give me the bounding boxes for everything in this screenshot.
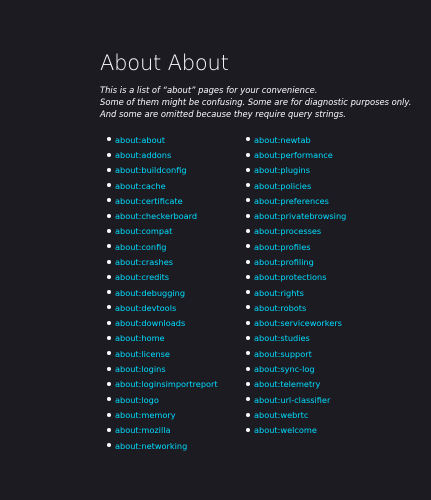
about-page-link[interactable]: about:devtools [115, 302, 177, 313]
list-item [239, 134, 389, 149]
list-item [239, 287, 389, 302]
about-page-link[interactable]: about:serviceworkers [254, 318, 342, 329]
intro-line: Some of them might be confusing. Some are for diagnostic purposes only. [100, 97, 412, 108]
about-page-link[interactable]: about:credits [115, 272, 170, 283]
list-item [239, 348, 389, 363]
list-item [239, 149, 389, 164]
list-item [100, 348, 239, 363]
about-page-link[interactable]: about:compat [115, 226, 173, 237]
about-page-link[interactable]: about:logins [115, 364, 166, 375]
list-item [100, 164, 239, 179]
list-item [239, 409, 389, 424]
list-item [100, 134, 239, 149]
about-page-link[interactable]: about:cache [115, 180, 166, 191]
list-item [239, 164, 389, 179]
about-page-link[interactable]: about:performance [254, 149, 333, 160]
list-item [239, 241, 389, 256]
list-item [239, 210, 389, 225]
about-page-link[interactable]: about:crashes [115, 256, 174, 267]
list-item [100, 149, 239, 164]
list-item [239, 378, 389, 393]
about-page-link[interactable]: about:home [115, 333, 165, 344]
about-page-link[interactable]: about:memory [115, 409, 176, 420]
list-item [100, 332, 239, 347]
list-item [100, 378, 239, 393]
about-page-link[interactable]: about:processes [254, 226, 322, 237]
about-page-link[interactable]: about:support [254, 348, 312, 359]
list-item [239, 302, 389, 317]
about-page-link[interactable]: about:welcome [254, 425, 317, 436]
about-links-column-1 [100, 134, 239, 455]
about-page-link[interactable]: about:networking [115, 440, 188, 451]
about-page-link[interactable]: about:protections [254, 272, 327, 283]
about-page-link[interactable]: about:newtab [254, 134, 311, 145]
list-item [100, 210, 239, 225]
about-links-column-2 [239, 134, 389, 455]
list-item [100, 394, 239, 409]
intro-line: This is a list of “about” pages for your convenience. [100, 85, 318, 95]
about-page-link[interactable]: about:config [115, 241, 167, 252]
list-item [239, 195, 389, 210]
list-item [100, 409, 239, 424]
intro-line: And some are omitted because they require query strings. [100, 109, 346, 120]
list-item [239, 363, 389, 378]
about-page-link[interactable]: about:logo [115, 394, 159, 405]
about-page-link[interactable]: about:studies [254, 333, 310, 344]
list-item [239, 225, 389, 240]
list-item [100, 195, 239, 210]
list-item [239, 317, 389, 332]
about-page-link[interactable]: about:profiling [254, 256, 314, 267]
about-page-link[interactable]: about:url-classifier [254, 394, 331, 405]
about-page-link[interactable]: about:about [115, 134, 166, 145]
list-item [100, 440, 239, 455]
list-item [100, 363, 239, 378]
list-item [100, 302, 239, 317]
about-page-link[interactable]: about:plugins [254, 165, 310, 176]
list-item [100, 256, 239, 271]
list-item [239, 256, 389, 271]
about-page-link[interactable]: about:telemetry [254, 379, 321, 390]
list-item [239, 424, 389, 439]
about-page-link[interactable]: about:buildconfig [115, 165, 187, 176]
about-page-link[interactable]: about:license [115, 348, 170, 359]
about-links-list [100, 134, 410, 455]
about-page-link[interactable]: about:policies [254, 180, 312, 191]
about-page-link[interactable]: about:loginsimportreport [115, 379, 218, 390]
list-item [100, 225, 239, 240]
about-page-link[interactable]: about:checkerboard [115, 211, 198, 222]
about-page-link[interactable]: about:downloads [115, 318, 186, 329]
about-page-link[interactable]: about:webrtc [254, 409, 309, 420]
list-item [239, 271, 389, 286]
list-item [100, 424, 239, 439]
about-page-link[interactable]: about:robots [254, 302, 307, 313]
about-page-link[interactable]: about:rights [254, 287, 304, 298]
list-item [100, 241, 239, 256]
list-item [239, 332, 389, 347]
list-item [239, 394, 389, 409]
about-page-link[interactable]: about:addons [115, 149, 172, 160]
list-item [100, 271, 239, 286]
list-item [100, 180, 239, 195]
intro-text [100, 84, 410, 121]
about-page-link[interactable]: about:certificate [115, 195, 183, 206]
about-page-link[interactable]: about:sync-log [254, 364, 315, 375]
about-page-link[interactable]: about:privatebrowsing [254, 211, 347, 222]
about-page-link[interactable]: about:profiles [254, 241, 311, 252]
list-item [239, 180, 389, 195]
page-title: About About [100, 51, 229, 75]
about-page-link[interactable]: about:preferences [254, 195, 329, 206]
about-page-link[interactable]: about:debugging [115, 287, 186, 298]
list-item [100, 317, 239, 332]
list-item [100, 287, 239, 302]
about-about-page [100, 50, 410, 455]
about-page-link[interactable]: about:mozilla [115, 425, 171, 436]
